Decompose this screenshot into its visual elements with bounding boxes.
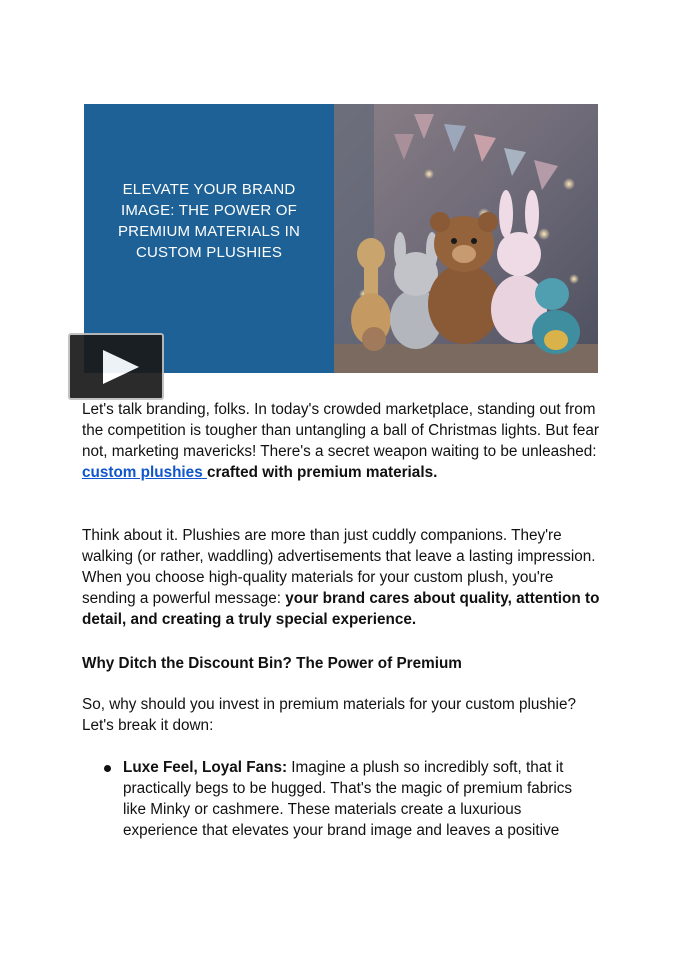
play-icon [103, 350, 139, 384]
think-paragraph [82, 525, 602, 630]
intro-text: Let's talk branding, folks. In today's crowded marketplace, standing out from the competition is tougher than untangling a ball of Christmas lights. But fear not, marketing mavericks! There's a secret weapon waiting to be unleashed: [82, 401, 599, 460]
think-bold: your brand cares about quality, attention to detail, and creating a truly special experience. [82, 590, 600, 628]
banner-title-line: ELEVATE YOUR BRAND [122, 181, 296, 198]
think-text: Think about it. Plushies are more than just cuddly companions. They're walking (or rather, waddling) advertisements that leave a lasting impression. When you choose high-quality materials for your custom plush, you're sending a powerful message: [82, 527, 596, 607]
section-heading: Why Ditch the Discount Bin? The Power of Premium [82, 655, 462, 672]
intro-bold: crafted with premium materials. [206, 464, 438, 481]
banner-title-line: CUSTOM PLUSHIES [135, 244, 283, 261]
why-paragraph: So, why should you invest in premium materials for your custom plushie? Let's break it down: [82, 696, 576, 734]
list-item [123, 757, 598, 841]
intro-paragraph [82, 399, 602, 483]
custom-plushies-link[interactable]: custom plushies [82, 464, 207, 481]
bullet-icon [104, 765, 111, 772]
plush-toys-image [334, 104, 598, 373]
list-item-title: Luxe Feel, Loyal Fans: [123, 759, 288, 776]
list-item-text: Imagine a plush so incredibly soft, that it practically begs to be hugged. That's the magic of premium fabrics like Minky or cashmere. These materials create a luxurious experience that elevates your brand image and leaves a positive [123, 759, 573, 839]
banner-title-line: PREMIUM MATERIALS IN [117, 223, 301, 240]
banner-title-line: IMAGE: THE POWER OF [120, 202, 298, 219]
play-button[interactable] [68, 333, 164, 400]
banner-title [102, 179, 316, 263]
